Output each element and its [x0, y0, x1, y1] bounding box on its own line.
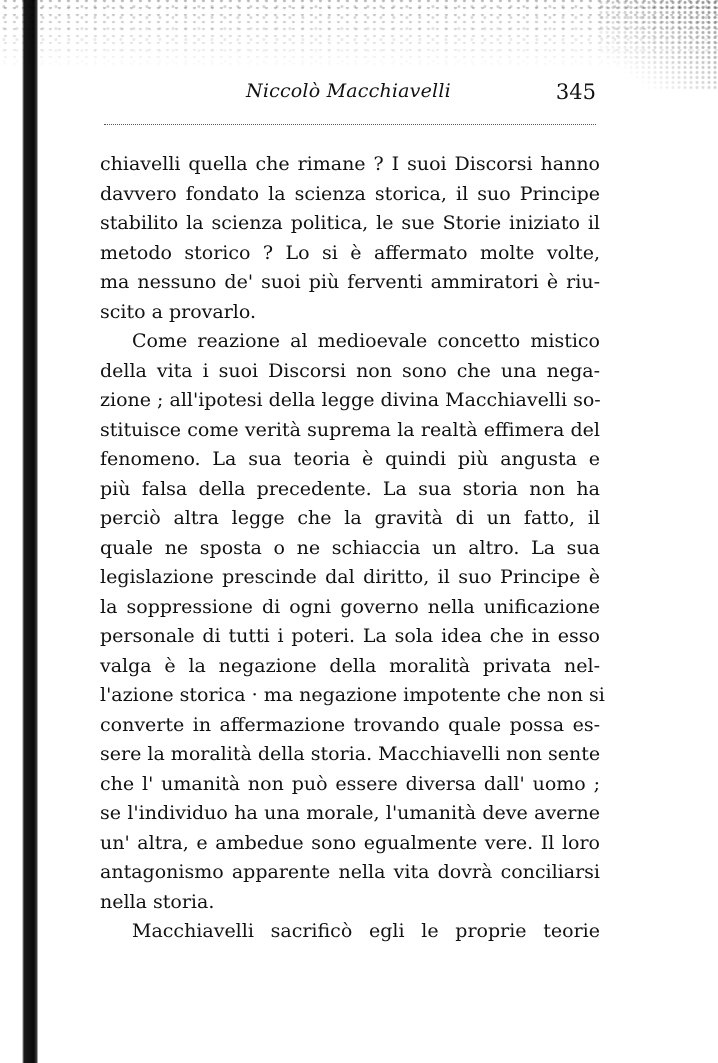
book-binding-shadow	[0, 0, 38, 1063]
text-line: metodo storico ? Lo si è affermato molte volte,	[100, 241, 600, 264]
text-line: davvero fondato la scienza storica, il suo Principe	[100, 182, 600, 205]
text-line: della vita i suoi Discorsi non sono che una nega-	[100, 359, 600, 382]
running-head	[104, 80, 596, 110]
text-line: nella storia.	[100, 890, 215, 913]
text-line: Macchiavelli sacrificò egli le proprie teorie	[132, 920, 600, 942]
running-title: Niccolò Macchiavelli	[246, 80, 451, 102]
body-text	[100, 150, 605, 947]
text-line: se l'individuo ha una morale, l'umanità deve averne	[100, 802, 600, 824]
header-rule	[104, 124, 596, 125]
scan-noise-top-right	[598, 0, 718, 90]
text-line: perciò altra legge che la gravità di un fatto, il	[100, 507, 600, 529]
text-line: valga è la negazione della moralità privata nel-	[100, 654, 600, 677]
text-line: sere la moralità della storia. Macchiavelli non sente	[100, 743, 601, 765]
text-line: legislazione prescinde dal diritto, il suo Principe è	[100, 566, 600, 588]
text-line: stituisce come verità suprema la realtà effimera del	[100, 418, 600, 441]
text-line: un' altra, e ambedue sono egualmente vere. Il loro	[100, 831, 600, 854]
text-line: fenomeno. La sua teoria è quindi più angusta e	[100, 448, 600, 470]
text-line: personale di tutti i poteri. La sola idea che in esso	[100, 625, 600, 647]
text-line: scito a provarlo.	[100, 300, 256, 323]
text-line: chiavelli quella che rimane ? I suoi Discorsi hanno	[100, 153, 600, 175]
text-line: ma nessuno de' suoi più ferventi ammiratori è riu-	[100, 271, 600, 293]
text-line: zione ; all'ipotesi della legge divina Macchiavelli so-	[100, 389, 601, 411]
text-line: Come reazione al medioevale concetto mistico	[132, 330, 600, 352]
text-line: converte in affermazione trovando quale possa es-	[100, 713, 600, 736]
text-line: più falsa della precedente. La sua storia non ha	[100, 477, 600, 500]
text-line: quale ne sposta o ne schiaccia un altro. La sua	[100, 536, 600, 559]
text-line: la soppressione di ogni governo nella unificazione	[100, 595, 600, 618]
page-number: 345	[555, 80, 596, 104]
text-line: antagonismo apparente nella vita dovrà conciliarsi	[100, 861, 600, 883]
text-line: l'azione storica · ma negazione impotente che non si	[100, 684, 605, 706]
text-line: stabilito la scienza politica, le sue Storie iniziato il	[100, 212, 600, 234]
text-line: che l' umanità non può essere diversa dall' uomo ;	[100, 772, 600, 795]
